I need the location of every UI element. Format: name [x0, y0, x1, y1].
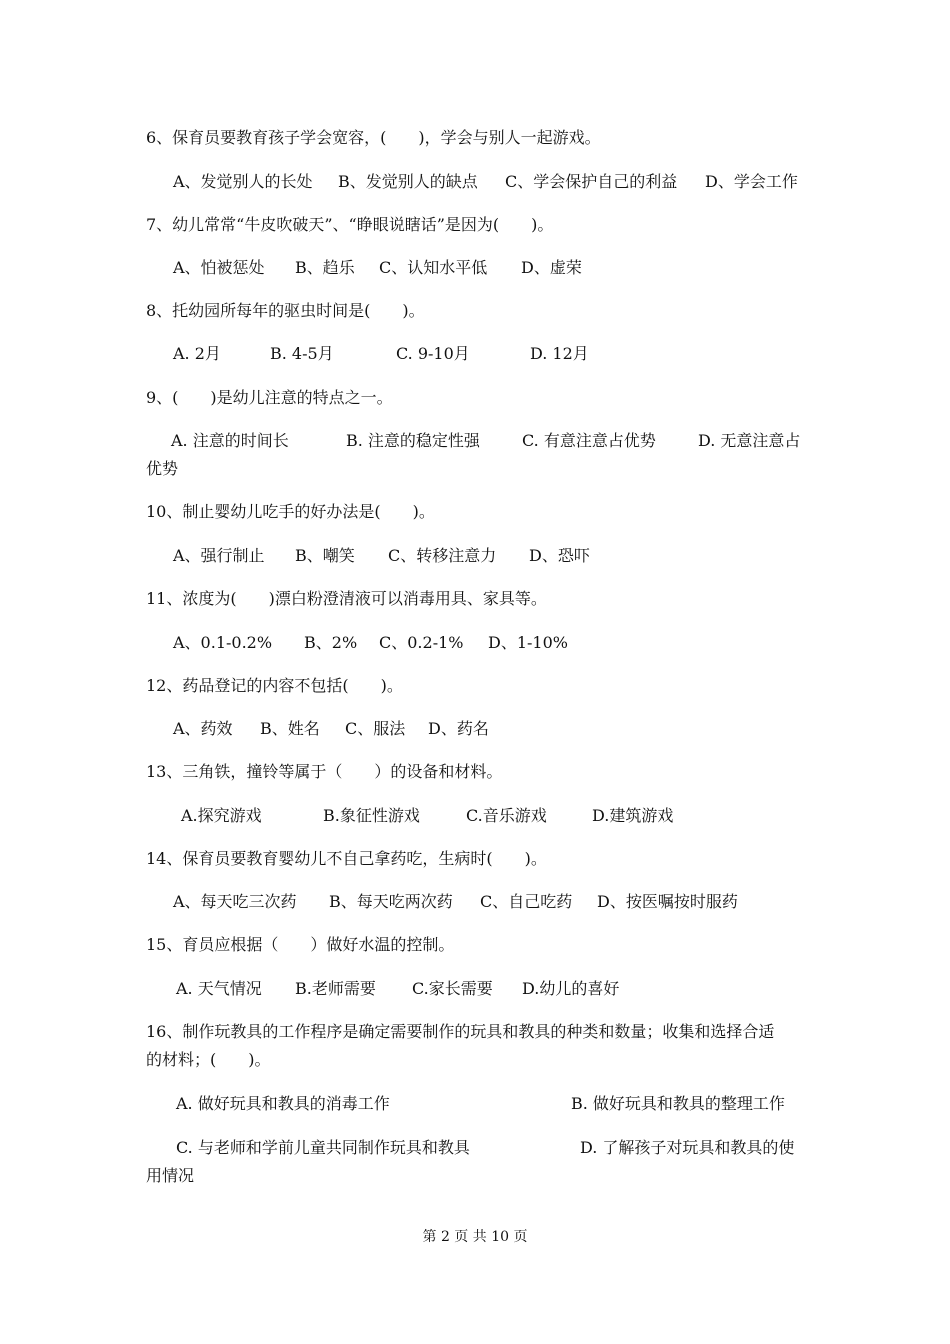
q16-option-d-continued: 用情况 [146, 1166, 195, 1185]
q12-option-c: C、服法 [345, 719, 406, 738]
q13-option-d: D.建筑游戏 [592, 806, 674, 825]
q16-option-a: A. 做好玩具和教具的消毒工作 [176, 1094, 390, 1113]
q9-option-d: D. 无意注意占 [698, 431, 801, 450]
q8-option-a: A. 2月 [173, 344, 221, 363]
q12-option-d: D、药名 [428, 719, 489, 738]
question-9: 9、( )是幼儿注意的特点之一。 [146, 388, 393, 407]
q15-option-a: A. 天气情况 [176, 979, 262, 998]
q10-option-b: B、嘲笑 [295, 546, 355, 565]
question-11: 11、浓度为( )漂白粉澄清液可以消毒用具、家具等。 [146, 589, 547, 608]
q6-option-d: D、学会工作 [705, 172, 798, 191]
q8-option-d: D. 12月 [530, 344, 589, 363]
q13-option-b: B.象征性游戏 [323, 806, 420, 825]
q9-option-d-continued: 优势 [146, 459, 179, 478]
question-7: 7、幼儿常常“牛皮吹破天”、“睁眼说瞎话”是因为( )。 [146, 215, 554, 234]
question-14: 14、保育员要教育婴幼儿不自己拿药吃，生病时( )。 [146, 849, 547, 868]
q7-option-a: A、怕被惩处 [173, 258, 265, 277]
q16-option-c: C. 与老师和学前儿童共同制作玩具和教具 [176, 1138, 470, 1157]
question-6: 6、保育员要教育孩子学会宽容，( )，学会与别人一起游戏。 [146, 128, 601, 147]
q14-option-b: B、每天吃两次药 [329, 892, 453, 911]
q11-option-b: B、2% [304, 633, 358, 652]
question-15: 15、育员应根据（ ）做好水温的控制。 [146, 935, 455, 954]
q9-option-c: C. 有意注意占优势 [522, 431, 656, 450]
q15-option-d: D.幼儿的喜好 [522, 979, 620, 998]
question-10: 10、制止婴幼儿吃手的好办法是( )。 [146, 502, 435, 521]
q11-option-c: C、0.2-1% [379, 633, 464, 652]
q9-option-b: B. 注意的稳定性强 [346, 431, 480, 450]
question-12: 12、药品登记的内容不包括( )。 [146, 676, 403, 695]
question-13: 13、三角铁，撞铃等属于（ ）的设备和材料。 [146, 762, 503, 781]
q7-option-c: C、认知水平低 [379, 258, 488, 277]
q13-option-a: A.探究游戏 [181, 806, 262, 825]
page-footer: 第 2 页 共 10 页 [422, 1229, 528, 1245]
q15-option-b: B.老师需要 [295, 979, 376, 998]
question-16-continued: 的材料；( )。 [146, 1050, 271, 1069]
q14-option-c: C、自己吃药 [480, 892, 573, 911]
q12-option-a: A、药效 [173, 719, 233, 738]
q14-option-d: D、按医嘱按时服药 [597, 892, 738, 911]
q6-option-b: B、发觉别人的缺点 [338, 172, 478, 191]
q16-option-b: B. 做好玩具和教具的整理工作 [571, 1094, 785, 1113]
q13-option-c: C.音乐游戏 [466, 806, 547, 825]
q7-option-d: D、虚荣 [521, 258, 582, 277]
q9-option-a: A. 注意的时间长 [171, 431, 289, 450]
q11-option-d: D、1-10% [488, 633, 568, 652]
question-16: 16、制作玩教具的工作程序是确定需要制作的玩具和教具的种类和数量；收集和选择合适 [146, 1022, 775, 1041]
q10-option-d: D、恐吓 [529, 546, 590, 565]
q6-option-a: A、发觉别人的长处 [173, 172, 313, 191]
q16-option-d: D. 了解孩子对玩具和教具的使 [580, 1138, 795, 1157]
question-8: 8、托幼园所每年的驱虫时间是( )。 [146, 301, 425, 320]
q8-option-c: C. 9-10月 [396, 344, 470, 363]
q12-option-b: B、姓名 [260, 719, 320, 738]
q7-option-b: B、趋乐 [295, 258, 355, 277]
q6-option-c: C、学会保护自己的利益 [505, 172, 678, 191]
q8-option-b: B. 4-5月 [270, 344, 334, 363]
q11-option-a: A、0.1-0.2% [173, 633, 273, 652]
q10-option-c: C、转移注意力 [388, 546, 497, 565]
q14-option-a: A、每天吃三次药 [173, 892, 297, 911]
q15-option-c: C.家长需要 [412, 979, 493, 998]
q10-option-a: A、强行制止 [173, 546, 265, 565]
